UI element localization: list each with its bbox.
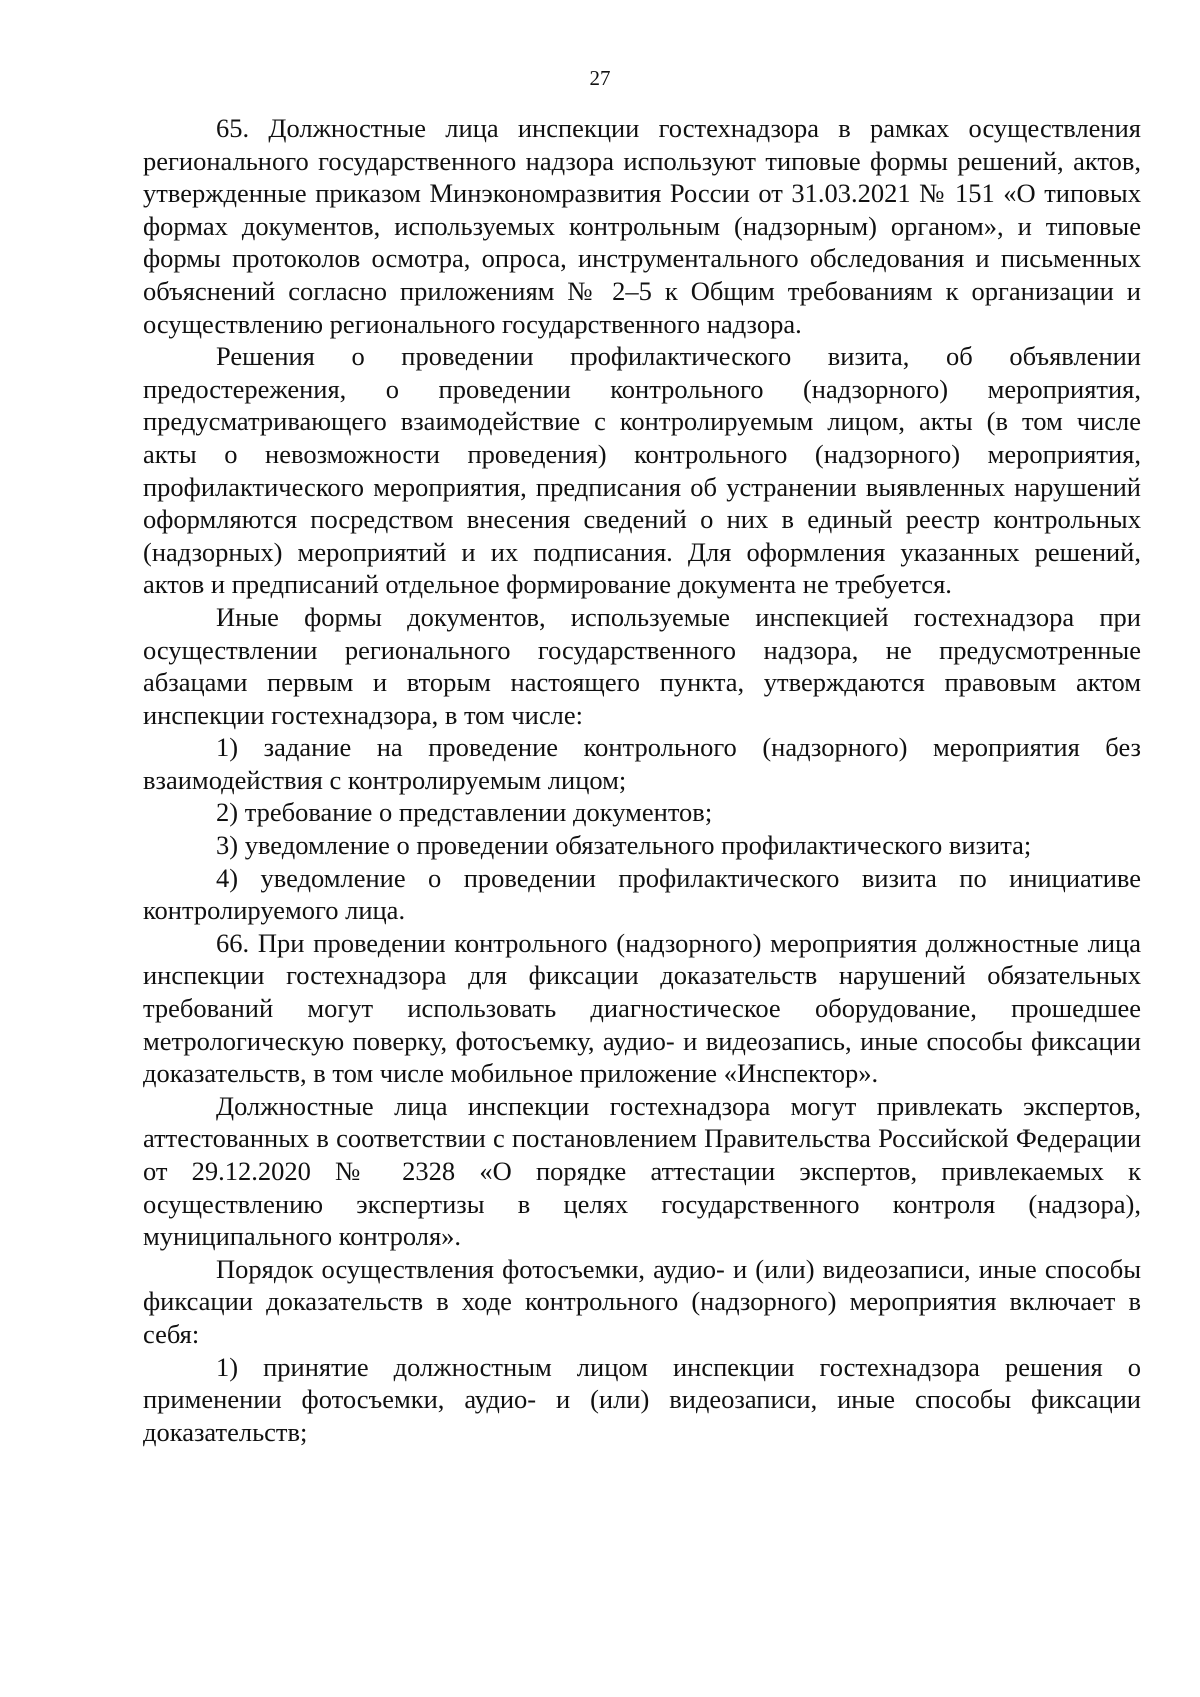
list-item-1: 1) задание на проведение контрольного (надзорного) мероприятия без взаимодействия с контролируемым лицом;: [143, 732, 1141, 795]
paragraph-66: 66. При проведении контрольного (надзорного) мероприятия должностные лица инспекции гостехнадзора для фиксации доказательств нарушений обязательных требований могут использовать диагностическое оборудование, прошедшее метрологическую поверку, фотосъемку, аудио- и видеозапись, иные способы фиксации доказательств, в том числе мобильное приложение «Инспектор».: [143, 927, 1141, 1089]
paragraph-experts: Должностные лица инспекции гостехнадзора могут привлекать экспертов, аттестованных в соответствии с постановлением Правительства Российской Федерации от 29.12.2020 № 2328 «О порядке аттестации экспертов, привлекаемых к осуществлению экспертизы в целях государственного контроля (надзора), муниципального контроля».: [143, 1090, 1141, 1252]
list-item-4: 4) уведомление о проведении профилактического визита по инициативе контролируемого лица.: [143, 862, 1141, 926]
page-number: 27: [589, 66, 611, 90]
list-item-3: 3) уведомление о проведении обязательного профилактического визита;: [216, 830, 1032, 861]
paragraph-recording-procedure: Порядок осуществления фотосъемки, аудио- и (или) видеозаписи, иные способы фиксации доказательств в ходе контрольного (надзорного) мероприятия включает в себя:: [143, 1253, 1141, 1349]
paragraph-other-forms: Иные формы документов, используемые инспекцией гостехнадзора при осуществлении регионального государственного надзора, не предусмотренные абзацами первым и вторым настоящего пункта, утверждаются правовым актом инспекции гостехнадзора, в том числе:: [143, 601, 1141, 730]
paragraph-65: 65. Должностные лица инспекции гостехнадзора в рамках осуществления регионального государственного надзора используют типовые формы решений, актов, утвержденные приказом Минэкономразвития России от 31.03.2021 № 151 «О типовых формах документов, используемых контрольным (надзорным) органом», и типовые формы протоколов осмотра, опроса, инструментального обследования и письменных объяснений согласно приложениям № 2–5 к Общим требованиям к организации и осуществлению регионального государственного надзора.: [143, 113, 1141, 339]
document-body: [143, 112, 1141, 1448]
paragraph-decisions: Решения о проведении профилактического визита, об объявлении предостережения, о проведении контрольного (надзорного) мероприятия, предусматривающего взаимодействие с контролируемым лицом, акты (в том числе акты о невозможности проведения) контрольного (надзорного) мероприятия, профилактического мероприятия, предписания об устранении выявленных нарушений оформляются посредством внесения сведений о них в единый реестр контрольных (надзорных) мероприятий и их подписания. Для оформления указанных решений, актов и предписаний отдельное формирование документа не требуется.: [143, 341, 1141, 600]
list-item-2: 2) требование о представлении документов;: [216, 797, 713, 828]
procedure-item-1: 1) принятие должностным лицом инспекции гостехнадзора решения о применении фотосъемки, аудио- и (или) видеозаписи, иные способы фиксации доказательств;: [143, 1351, 1141, 1447]
